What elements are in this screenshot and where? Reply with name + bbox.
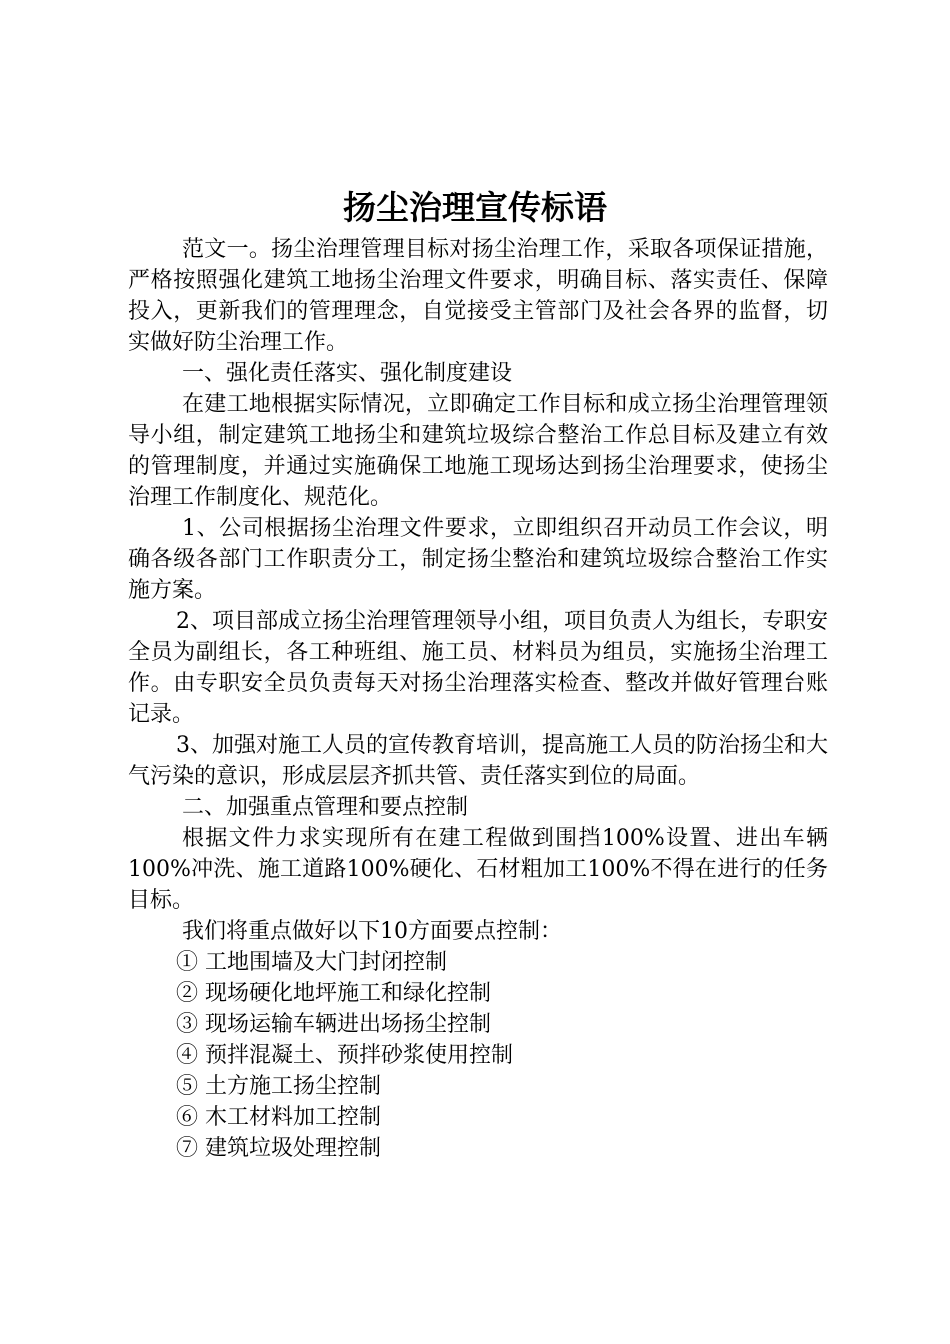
body-paragraph: 1、公司根据扬尘治理文件要求，立即组织召开动员工作会议，明确各级各部门工作职责分工，制定扬尘整治和建筑垃圾综合整治工作实施方案。 — [128, 516, 828, 603]
document-title: 扬尘治理宣传标语 — [343, 188, 607, 227]
body-paragraph: 根据文件力求实现所有在建工程做到围挡100%设置、进出车辆100%冲洗、施工道路100%硬化、石材粗加工100%不得在进行的任务目标。 — [128, 826, 828, 913]
document-body — [128, 234, 828, 1164]
list-item: ② 现场硬化地坪施工和绿化控制 — [176, 981, 491, 1006]
section-heading-1: 一、强化责任落实、强化制度建设 — [182, 361, 513, 386]
list-item: ⑥ 木工材料加工控制 — [176, 1105, 381, 1130]
body-paragraph: 3、加强对施工人员的宣传教育培训，提高施工人员的防治扬尘和大气污染的意识，形成层层齐抓共管、责任落实到位的局面。 — [128, 733, 828, 789]
list-item: ⑦ 建筑垃圾处理控制 — [176, 1136, 381, 1161]
body-paragraph: 我们将重点做好以下10方面要点控制： — [182, 919, 562, 944]
list-item: ④ 预拌混凝土、预拌砂浆使用控制 — [176, 1043, 513, 1068]
list-item: ① 工地围墙及大门封闭控制 — [176, 950, 447, 975]
list-item: ⑤ 土方施工扬尘控制 — [176, 1074, 381, 1099]
body-paragraph: 2、项目部成立扬尘治理管理领导小组，项目负责人为组长，专职安全员为副组长，各工种班组、施工员、材料员为组员，实施扬尘治理工作。由专职安全员负责每天对扬尘治理落实检查、整改并做好管理台账记录。 — [128, 609, 828, 727]
intro-paragraph: 范文一。扬尘治理管理目标对扬尘治理工作，采取各项保证措施，严格按照强化建筑工地扬尘治理文件要求，明确目标、落实责任、保障投入，更新我们的管理理念，自觉接受主管部门及社会各界的监督，切实做好防尘治理工作。 — [128, 237, 828, 355]
list-item: ③ 现场运输车辆进出场扬尘控制 — [176, 1012, 491, 1037]
section-heading-2: 二、加强重点管理和要点控制 — [182, 795, 469, 820]
body-paragraph: 在建工地根据实际情况，立即确定工作目标和成立扬尘治理管理领导小组，制定建筑工地扬尘和建筑垃圾综合整治工作总目标及建立有效的管理制度，并通过实施确保工地施工现场达到扬尘治理要求，使扬尘治理工作制度化、规范化。 — [128, 392, 828, 510]
